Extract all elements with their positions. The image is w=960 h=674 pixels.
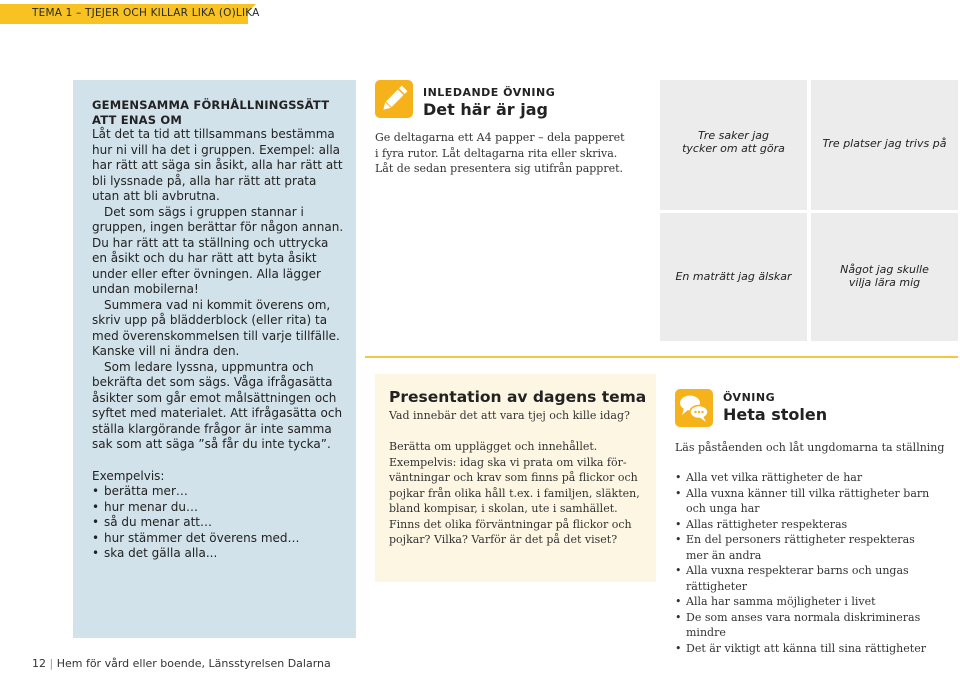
heta-kicker: ÖVNING	[723, 391, 776, 404]
list-item	[675, 486, 960, 517]
statement-line: och unga har	[686, 502, 760, 515]
statement-line: Alla vet vilka rättigheter de har	[686, 471, 863, 484]
list-item	[675, 563, 960, 594]
list-item	[675, 517, 960, 533]
intro-title: Det här är jag	[423, 100, 548, 119]
statement-line: rättigheter	[686, 579, 747, 593]
page-footer	[32, 657, 331, 670]
pencil-icon	[375, 80, 413, 118]
heta-title: Heta stolen	[723, 405, 828, 424]
list-item	[675, 532, 960, 563]
grid-cell-things-i-like	[660, 80, 807, 210]
ground-rules-heading: GEMENSAMMA FÖRHÅLLNINGSSÄTT	[92, 98, 330, 112]
grid-cell-favorite-dish	[660, 213, 807, 341]
footer-separator: |	[49, 657, 57, 670]
examples-label: Exempelvis:	[92, 468, 165, 483]
presentation-line: Exempelvis: idag ska vi prata om vilka för-	[389, 455, 627, 469]
statement-line: Allas rättigheter respekteras	[686, 517, 848, 531]
ground-rules-paragraph-4: Som ledare lyssna, uppmuntra och bekräfta det som sägs. Våga ifrågasätta åsikter som går emot målsättningen och syftet med materialet. Att ifrågasätta och ställa klargörande frågor är inte samma sak som att säga ”så får du inte tycka”.	[92, 359, 343, 451]
grid-cell-want-to-learn	[811, 213, 958, 341]
statement-line: Alla har samma möjligheter i livet	[686, 595, 876, 608]
presentation-line: pojkar? Vilka? Varför är det på det viset?	[389, 533, 618, 546]
list-item: • berätta mer…	[92, 484, 344, 500]
presentation-line: Berätta om upplägget och innehållet.	[389, 440, 598, 453]
publication-name: Hem för vård eller boende, Länsstyrelsen Dalarna	[56, 657, 331, 670]
presentation-line: pojkar från olika håll t.ex. i familjen, släkten,	[389, 486, 640, 500]
statement-line: Alla vuxna känner till vilka rättigheter barn	[686, 486, 930, 500]
list-item	[675, 641, 960, 657]
ground-rules-paragraph-3: Summera vad ni kommit överens om, skriv upp på blädderblock (eller rita) ta med överenskommelsen till varje tillfälle. Kanske vill ni ändra den.	[92, 297, 340, 358]
list-item	[675, 610, 960, 641]
grid-cell-line: vilja lära mig	[848, 276, 921, 289]
speech-bubbles-icon	[675, 389, 713, 427]
statement-line: mer än andra	[686, 548, 762, 562]
list-item: • ska det gälla alla...	[92, 546, 344, 562]
examples-list	[92, 484, 344, 562]
grid-cell-line: tycker om att göra	[682, 142, 785, 155]
intro-kicker: INLEDANDE ÖVNING	[423, 86, 556, 99]
list-item: • hur menar du…	[92, 500, 344, 516]
ground-rules-paragraph-1: Låt det ta tid att tillsammans bestämma hur ni vill ha det i gruppen. Exempel: alla har rätt att säga sin åsikt, alla har rätt att bli lyssnade på, alla har rätt att prata utan att bli avbrutna.	[92, 127, 343, 203]
heta-lead: Läs påståenden och låt ungdomarna ta ställning	[675, 441, 945, 454]
heta-statements	[675, 470, 960, 656]
list-item	[675, 470, 960, 486]
statement-line: Alla vuxna respekterar barns och ungas	[686, 564, 909, 577]
grid-cell-line: En maträtt jag älskar	[675, 270, 792, 284]
section-header-tag	[0, 4, 260, 24]
presentation-line: Finns det olika förväntningar på flickor och	[389, 517, 632, 531]
intro-line: Ge deltagarna ett A4 papper – dela papperet	[375, 131, 625, 144]
grid-cell-places-i-thrive	[811, 80, 958, 210]
list-item: • hur stämmer det överens med…	[92, 531, 344, 547]
grid-cell-line: Tre platser jag trivs på	[822, 137, 947, 151]
presentation-line: väntningar och krav som finns på flickor och	[389, 471, 638, 484]
grid-cell-line: Tre saker jag	[697, 128, 770, 142]
intro-line: i fyra rutor. Låt deltagarna rita eller skriva.	[375, 146, 618, 160]
ground-rules-paragraph-2: Det som sägs i gruppen stannar i gruppen, ingen berättar för någon annan. Du har rätt att ta ställning och uttrycka en åsikt och du har rätt att byta åsikt under eller efter övningen. Alla lägger undan mobilerna!	[92, 204, 344, 296]
ground-rules-heading-2: ATT ENAS OM	[92, 112, 183, 127]
grid-cell-line: Något jag skulle	[840, 262, 929, 276]
list-item	[675, 594, 960, 610]
statement-line: En del personers rättigheter respekteras	[686, 533, 915, 546]
presentation-line: bland kompisar, i skolan, ute i samhället.	[389, 502, 618, 515]
intro-line: Låt de sedan presentera sig utifrån pappret.	[375, 162, 624, 175]
statement-line: De som anses vara normala diskrimineras mindre	[686, 610, 921, 639]
presentation-body	[389, 439, 644, 548]
presentation-title: Presentation av dagens tema	[389, 388, 647, 406]
presentation-subtitle: Vad innebär det att vara tjej och kille idag?	[389, 409, 630, 422]
statement-line: Det är viktigt att känna till sina rättigheter	[686, 641, 926, 655]
section-header-label: TEMA 1 – TJEJER OCH KILLAR LIKA (O)LIKA	[32, 7, 260, 19]
list-item: • så du menar att…	[92, 515, 344, 531]
ground-rules-box	[73, 80, 356, 638]
intro-instructions	[375, 130, 650, 177]
page-number: 12	[32, 657, 46, 670]
presentation-box	[375, 374, 656, 582]
section-divider	[365, 356, 958, 358]
